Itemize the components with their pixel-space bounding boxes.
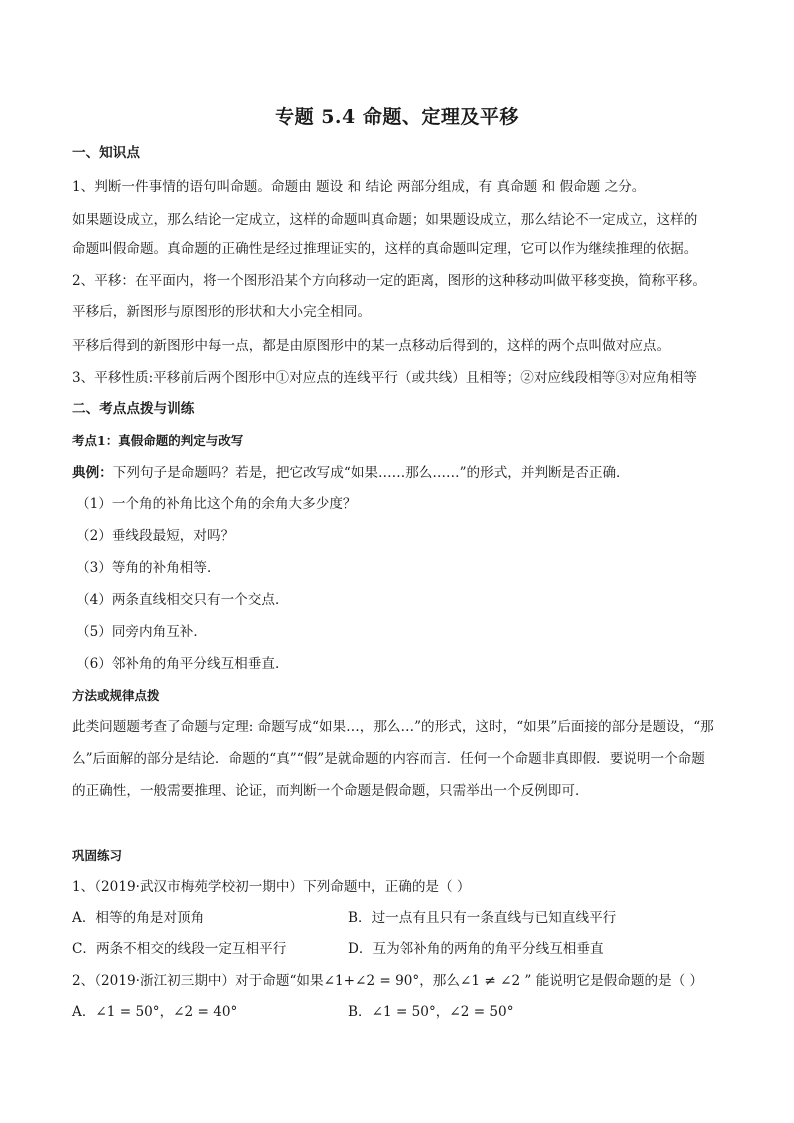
example-item-3: （3）等角的补角相等． — [76, 560, 221, 576]
example-item-5: （5）同旁内角互补． — [76, 624, 207, 640]
example-prompt — [72, 464, 630, 482]
paragraph-translation-properties: 3、平移性质:平移前后两个图形中①对应点的连线平行（或共线）且相等；②对应线段相等③对应角相等 — [72, 370, 697, 386]
paragraph-corresponding-points: 平移后得到的新图形中每一点，都是由原图形中的某一点移动后得到的，这样的两个点叫做对应点。 — [72, 338, 671, 354]
example-item-4: （4）两条直线相交只有一个交点． — [76, 592, 289, 608]
example-label: 典例： — [72, 465, 113, 481]
question-1-option-b: B．过一点有且只有一条直线与已知直线平行 — [348, 910, 617, 926]
method-line-1: 此类问题题考查了命题与定理: 命题写成“如果…，那么…”的形式，这时，“如果”后面接的部分是题设，“那 — [72, 719, 714, 735]
question-2-stem: 2、（2019·浙江初三期中）对于命题“如果∠1+∠2 = 90°，那么∠1 ≠ ∠2 ” 能说明它是假命题的是（ ） — [72, 973, 704, 989]
question-1-stem: 1、（2019·武汉市梅苑学校初一期中）下列命题中，正确的是（ ） — [72, 879, 471, 895]
question-1-option-d: D．互为邻补角的两角的角平分线互相垂直 — [348, 941, 604, 957]
paragraph-true-false-1: 如果题设成立，那么结论一定成立，这样的命题叫真命题；如果题设成立，那么结论不一定成立，这样的 — [72, 212, 698, 228]
method-line-3: 的正确性，一般需要推理、论证，而判断一个命题是假命题，只需举出一个反例即可． — [72, 783, 589, 799]
paragraph-proposition-definition: 1、判断一件事情的语句叫命题。命题由 题设 和 结论 两部分组成，有 真命题 和 假命题 之分。 — [72, 179, 646, 195]
question-2-option-b: B．∠1 = 50°，∠2 = 50° — [348, 1004, 514, 1020]
example-item-6: （6）邻补角的角平分线互相垂直. — [76, 656, 280, 672]
question-2-option-a: A．∠1 = 50°，∠2 = 40° — [72, 1004, 238, 1020]
method-heading: 方法或规律点拨 — [72, 688, 160, 703]
question-1-option-a: A．相等的角是对顶角 — [72, 910, 205, 926]
question-1-option-c: C．两条不相交的线段一定互相平行 — [72, 941, 287, 957]
section-heading-training: 二、考点点拨与训练 — [72, 401, 195, 417]
example-item-2: （2）垂线段最短，对吗？ — [76, 528, 235, 544]
example-text: 下列句子是命题吗？若是，把它改写成“如果……那么……”的形式，并判断是否正确． — [112, 465, 630, 481]
paragraph-true-false-2: 命题叫假命题。真命题的正确性是经过推理证实的，这样的真命题叫定理，它可以作为继续推理的依据。 — [72, 241, 698, 257]
practice-heading: 巩固练习 — [72, 848, 123, 863]
paragraph-translation-shape: 平移后，新图形与原图形的形状和大小完全相同。 — [72, 304, 372, 320]
method-line-2: 么”后面解的部分是结论．命题的“真”“假”是就命题的内容而言．任何一个命题非真即假．要说明一个命题 — [72, 751, 705, 767]
topic-heading-1: 考点1：真假命题的判定与改写 — [72, 433, 244, 448]
section-heading-knowledge: 一、知识点 — [72, 145, 140, 161]
example-item-1: （1）一个角的补角比这个角的余角大多少度？ — [76, 496, 357, 512]
paragraph-translation-definition: 2、平移：在平面内，将一个图形沿某个方向移动一定的距离，图形的这种移动叫做平移变换，简称平移。 — [72, 273, 706, 289]
page-title: 专题 5.4 命题、定理及平移 — [275, 106, 519, 128]
